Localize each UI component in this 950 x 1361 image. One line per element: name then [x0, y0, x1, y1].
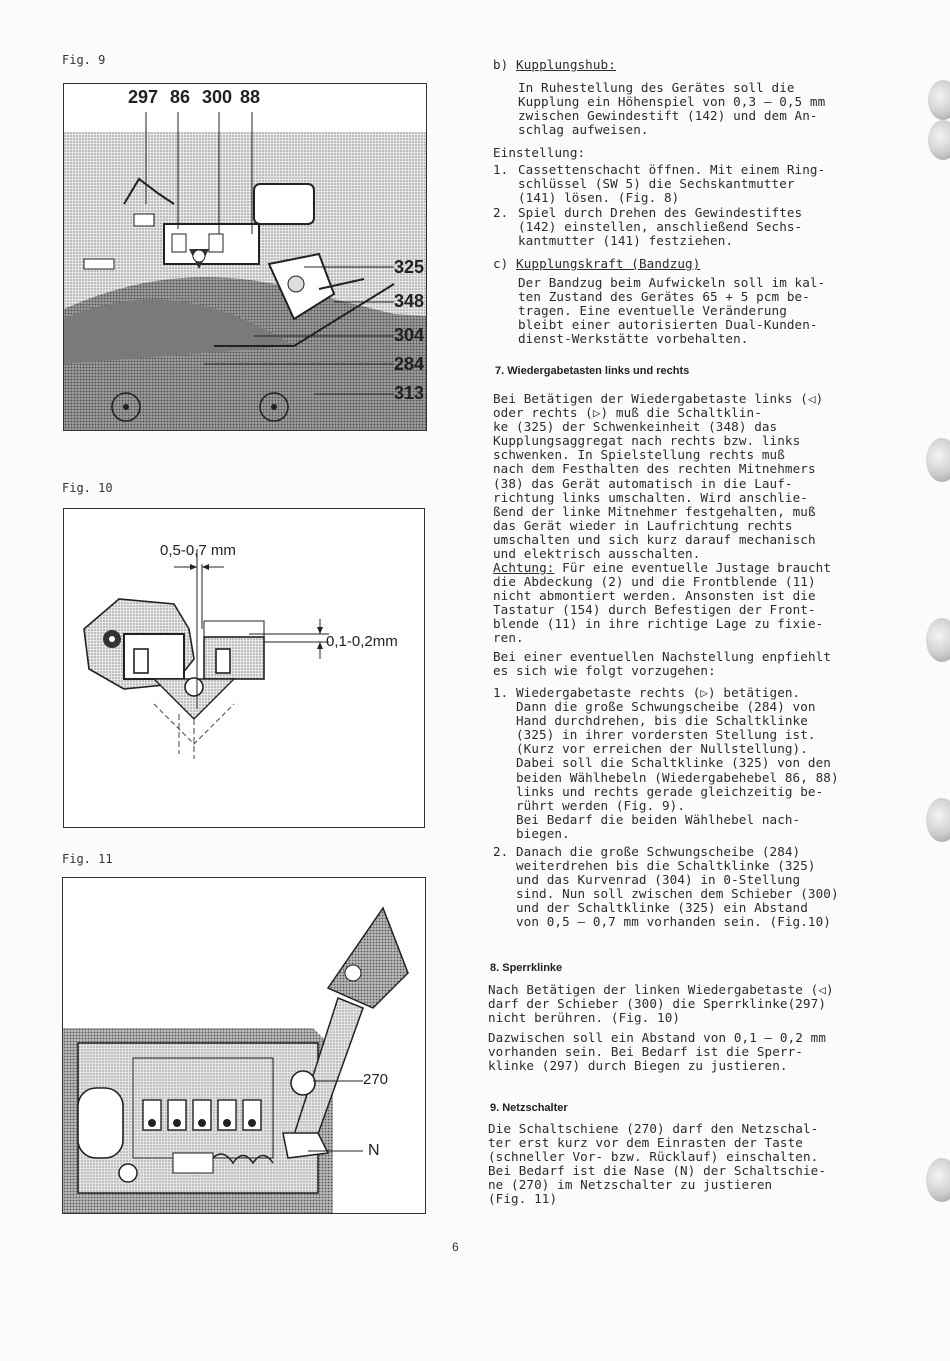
binder-hole [926, 618, 950, 662]
section-7-step-2-text: Danach die große Schwungscheibe (284) weiterdrehen bis die Schaltklinke (325) und das Kurvenrad (304) in 0-Stellung sind. Nun soll zwischen dem Schieber (300) und der Schaltklinke (325) ein Abstand von 0,5 – 0,7 mm vorhanden sein. (Fig.10) [516, 844, 839, 930]
fig9-label-86: 86 [170, 87, 191, 107]
section-8-heading: 8. Sperrklinke [490, 962, 563, 974]
section-b-title: b) Kupplungshub: [493, 57, 616, 72]
einstellung-step-2-text: Spiel durch Drehen des Gewindestiftes (142) einstellen, anschließend Sechs- kantmutter (141) festziehen. [518, 205, 803, 249]
fig9-label-88: 88 [240, 87, 261, 107]
section-c-body: Der Bandzug beim Aufwickeln soll im kal- ten Zustand des Gerätes 65 + 5 pcm be- tragen. Eine eventuelle Veränderung bleibt einer autorisierten Dual-Kunden- dienst-Werkstätte vorbehalten. [518, 275, 826, 347]
einstellung-step-2-num: 2. [493, 205, 509, 220]
section-7-achtung: Achtung: Für eine eventuelle Justage braucht die Abdeckung (2) und die Frontblende (11) nicht abmontiert werden. Ansonsten ist die Tastatur (154) durch Befestigen der Front- blende (11) in ihre richtige Lage zu fixie- ren. [493, 560, 832, 646]
section-7-para1: Bei Betätigen der Wiedergabetaste links (◁) oder rechts (▷) muß die Schaltklin- ke (325) der Schwenkeinheit (348) das Kupplungsaggregat nach rechts bzw. links schwenken. In Spielstellung rechts muß nach dem Festhalten des rechten Mitnehmers (38) das Gerät automatisch in die Lauf- richtung links umschalten. Wird anschlie- ßend der linke Mitnehmer festgehalten, muß das Gerät wieder in Laufrichtung rechts umschalten und sich kurz darauf mechanisch und elektrisch ausschalten. [493, 391, 824, 562]
binder-hole [926, 438, 950, 482]
fig9-label-284: 284 [394, 354, 425, 374]
section-8-para2: Dazwischen soll ein Abstand von 0,1 – 0,2 mm vorhanden sein. Bei Bedarf ist die Sperr- klinke (297) durch Biegen zu justieren. [488, 1030, 827, 1074]
fig9-caption: Fig. 9 [62, 53, 106, 67]
section-9-para1: Die Schaltschiene (270) darf den Netzschal- ter erst kurz vor dem Einrasten der Taste (schneller Vor- bzw. Rücklauf) einschalten. Bei Bedarf ist die Nase (N) der Schaltschie- ne (270) im Netzschalter zu justieren (Fig. 11) [488, 1121, 827, 1207]
section-c-title: c) Kupplungskraft (Bandzug) [493, 256, 701, 271]
binder-hole [926, 798, 950, 842]
einstellung-step-1-num: 1. [493, 162, 509, 177]
binder-hole [928, 120, 950, 160]
fig9-label-300: 300 [202, 87, 233, 107]
fig10-caption: Fig. 10 [62, 481, 113, 495]
fig10-illustration [63, 508, 425, 828]
section-7-heading: 7. Wiedergabetasten links und rechts [495, 365, 690, 377]
fig9-illustration [63, 83, 427, 431]
fig9-label-313: 313 [394, 383, 425, 403]
section-7-step-2-num: 2. [493, 844, 509, 859]
fig11-label-n: N [368, 1142, 380, 1159]
fig11-label-270: 270 [363, 1071, 389, 1088]
fig11-illustration [62, 877, 426, 1214]
binder-hole [928, 80, 950, 120]
section-8-para1: Nach Betätigen der linken Wiedergabetaste (◁) darf der Schieber (300) die Sperrklinke(297) nicht berühren. (Fig. 10) [488, 982, 834, 1026]
fig10-gap-label: 0,5-0,7 mm [160, 542, 236, 559]
einstellung-step-1-text: Cassettenschacht öffnen. Mit einem Ring- schlüssel (SW 5) die Sechskantmutter (141) lösen. (Fig. 8) [518, 162, 826, 206]
fig9-label-304: 304 [394, 325, 425, 345]
fig9-label-325: 325 [394, 257, 425, 277]
binder-hole [926, 1158, 950, 1202]
fig9-drawing [64, 84, 426, 430]
fig10-height-label: 0,1-0,2mm [326, 633, 398, 650]
fig9-label-297: 297 [128, 87, 159, 107]
page-number: 6 [452, 1240, 459, 1254]
einstellung-title: Einstellung: [493, 145, 586, 160]
fig11-drawing [63, 878, 425, 1213]
section-9-heading: 9. Netzschalter [490, 1102, 568, 1114]
fig11-caption: Fig. 11 [62, 852, 113, 866]
fig9-label-348: 348 [394, 291, 425, 311]
section-7-para2: Bei einer eventuellen Nachstellung enpfiehlt es sich wie folgt vorzugehen: [493, 649, 832, 679]
fig10-drawing [64, 509, 424, 827]
section-7-step-1-num: 1. [493, 685, 509, 700]
section-7-step-1-text: Wiedergabetaste rechts (▷) betätigen. Dann die große Schwungscheibe (284) von Hand durchdrehen, bis die Schaltklinke (325) in ihrer vordersten Stellung ist. (Kurz vor erreichen der Nullstellung). Dabei soll die Schaltklinke (325) von den beiden Wählhebeln (Wiedergabehebel 86, 88) links und rechts gerade gleichzeitig be- rührt werden (Fig. 9). Bei Bedarf die beiden Wählhebel nach- biegen. [516, 685, 839, 841]
section-b-body: In Ruhestellung des Gerätes soll die Kupplung ein Höhenspiel von 0,3 – 0,5 mm zwischen Gewindestift (142) und dem An- schlag aufweisen. [518, 80, 826, 138]
